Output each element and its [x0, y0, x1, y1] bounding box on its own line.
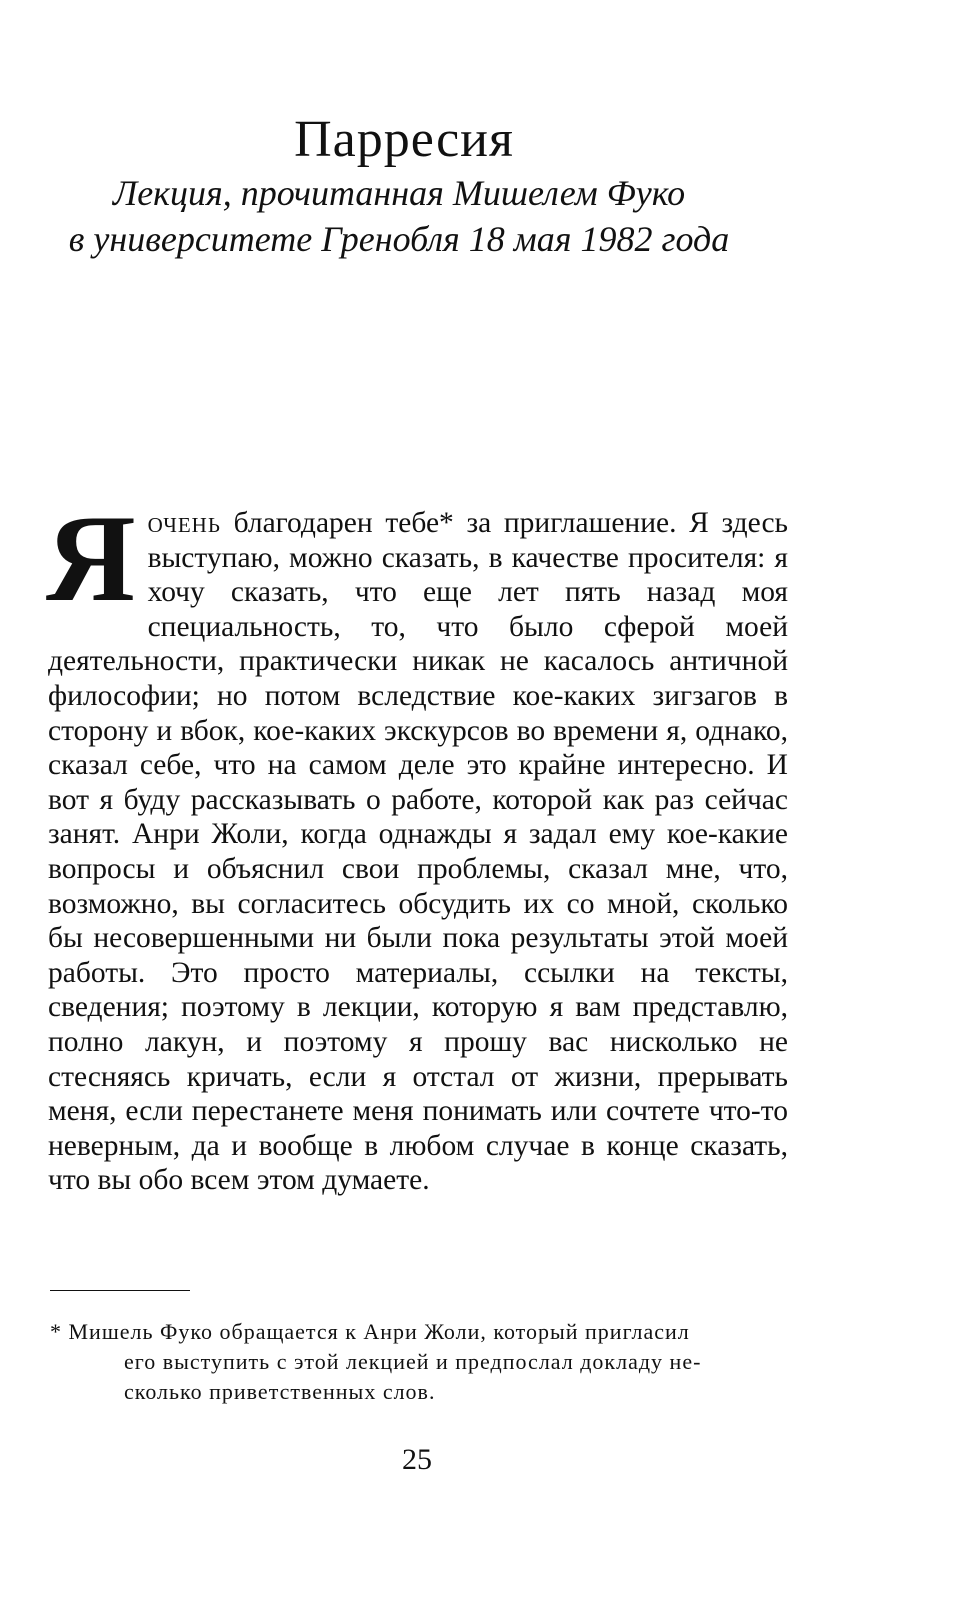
body-paragraph	[46, 490, 788, 1198]
subtitle-line-1: Лекция, прочитанная Мишелем Фуко	[112, 173, 686, 213]
page-number: 25	[402, 1443, 432, 1476]
chapter-subtitle	[0, 170, 798, 262]
footnote-line-2: его выступить с этой лекцией и предпослал докладу не-	[124, 1349, 702, 1374]
chapter-title: Парресия	[294, 111, 514, 168]
footnote-line-1: * Мишель Фуко обращается к Анри Жоли, который пригласил	[50, 1319, 690, 1344]
footnote-divider	[50, 1290, 190, 1291]
first-word: очень	[147, 507, 221, 539]
drop-cap: Я	[46, 490, 136, 627]
paragraph-text: благодарен тебе* за приглашение. Я здесь выступаю, можно сказать, в качестве просителя: я хочу сказать, что еще лет пять назад моя специальность, то, что было сферой моей деятельности, практически никак не касалось античной философии; но потом вследствие кое-каких зигзагов в сторону и вбок, кое-каких экскурсов во времени я, однако, сказал себе, что на самом деле это крайне интересно. И вот я буду рассказывать о работе, которой как раз сейчас занят. Анри Жоли, когда однажды я задал ему кое-какие вопросы и объяснил свои проблемы, сказал мне, что, возможно, вы согласитесь обсудить их со мной, сколько бы несовершенными ни были пока результаты этой моей работы. Это просто материалы, ссылки на тексты, сведения; поэтому в лекции, которую я вам представлю, полно лакун, и поэтому я прошу вас нисколько не стесняясь кричать, если я отстал от жизни, прерывать меня, если перестанете меня понимать или сочтете что-то неверным, да и вообще в любом случае в конце сказать, что вы обо всем этом думаете.	[48, 507, 788, 1197]
footnote-line-3: сколько приветственных слов.	[124, 1379, 436, 1404]
subtitle-line-2: в университете Гренобля 18 мая 1982 года	[68, 219, 730, 259]
footnote	[50, 1317, 790, 1407]
